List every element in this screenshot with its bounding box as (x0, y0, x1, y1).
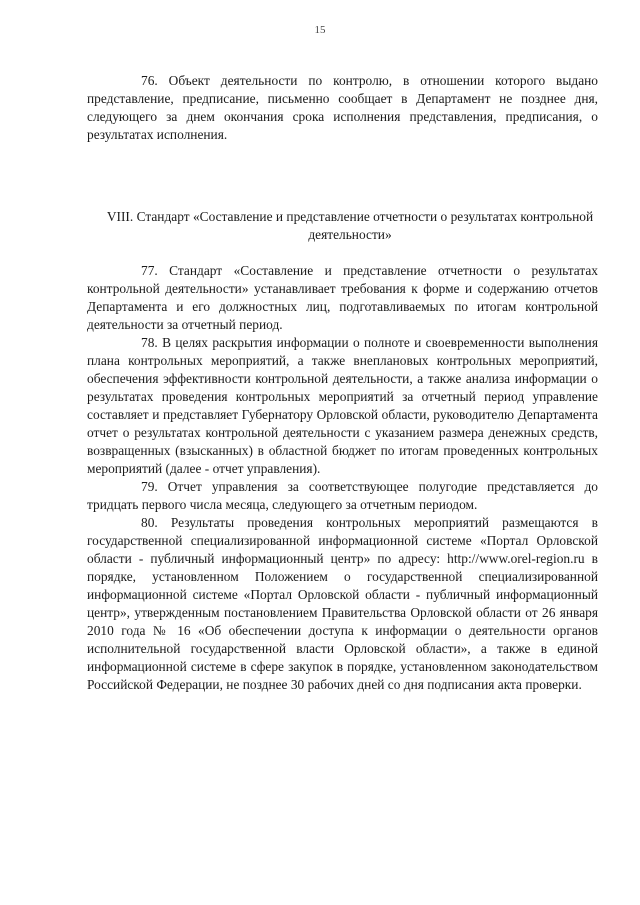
page-number: 15 (314, 24, 326, 36)
paragraph-76: 76. Объект деятельности по контролю, в отношении которого выдано представление, предписание, письменно сообщает в Департамент не позднее дня, следующего за днем окончания срока исполнения представления, предписания, о результатах исполнения. (87, 73, 598, 142)
top-text-block (87, 72, 598, 144)
main-text-block (87, 262, 598, 694)
paragraph-80: 80. Результаты проведения контрольных мероприятий размещаются в государственной специализированной информационной системе «Портал Орловской области - публичный информационный центр» по адресу: http://www.orel-region.ru в порядке, установленном Положением о государственной специализированной информационной системе «Портал Орловской области - публичный информационный центр», утвержденным постановлением Правительства Орловской области от 26 января 2010 года № 16 «Об обеспечении доступа к информации о деятельности органов исполнительной государственной власти Орловской области», а также в единой информационной системе в сфере закупок в порядке, установленном законодательством Российской Федерации, не позднее 30 рабочих дней со дня подписания акта проверки. (87, 515, 598, 692)
paragraph-78: 78. В целях раскрытия информации о полноте и своевременности выполнения плана контрольных мероприятий, а также внеплановых контрольных мероприятий, обеспечения эффективности контрольной деятельности, а также анализа информации о результатах проведения контрольных мероприятий за отчетный период управление составляет и представляет Губернатору Орловской области, руководителю Департамента отчет о результатах контрольной деятельности с указанием размера денежных средств, возвращенных (взысканных) в областной бюджет по итогам проведенных контрольных мероприятий (далее - отчет управления). (87, 335, 598, 476)
paragraph-77: 77. Стандарт «Составление и представление отчетности о результатах контрольной деятельности» устанавливает требования к форме и содержанию отчетов Департамента и его должностных лиц, подготавливаемых по итогам контрольной деятельности за отчетный период. (87, 263, 598, 332)
section-heading: VIII. Стандарт «Составление и представление отчетности о результатах контрольной деятельности» (106, 209, 594, 242)
paragraph-79: 79. Отчет управления за соответствующее полугодие представляется до тридцать первого числа месяца, следующего за отчетным периодом. (87, 479, 598, 512)
